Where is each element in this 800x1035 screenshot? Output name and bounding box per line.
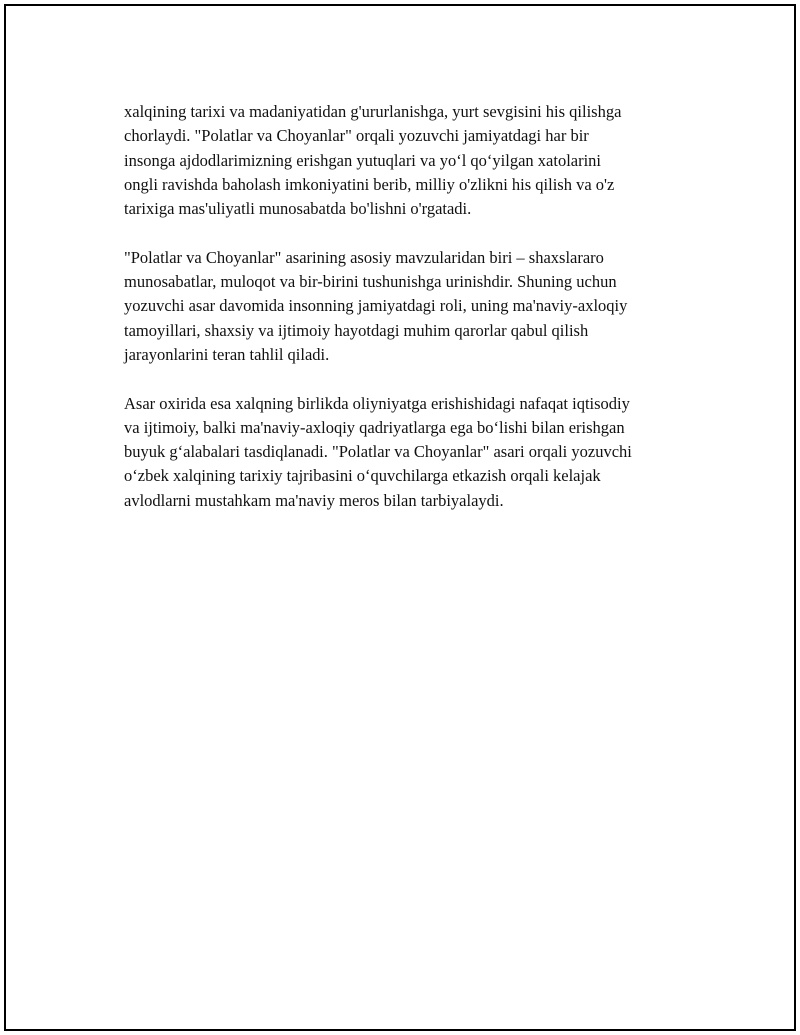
paragraph-line: buyuk g‘alabalari tasdiqlanadi. "Polatlar va Choyanlar" asari orqali yozuvchi [124, 442, 632, 462]
paragraph-1 [124, 100, 704, 221]
page-frame [4, 4, 796, 1031]
paragraph-line: "Polatlar va Choyanlar" asarining asosiy mavzularidan biri – shaxslararo [124, 247, 604, 267]
paragraph-line: yozuvchi asar davomida insonning jamiyatdagi roli, uning ma'naviy-axloqiy [124, 296, 628, 316]
paragraph-line: va ijtimoiy, balki ma'naviy-axloqiy qadriyatlarga ega bo‘lishi bilan erishgan [124, 417, 625, 437]
paragraph-line: jarayonlarini teran tahlil qiladi. [124, 344, 330, 364]
document-body [124, 100, 704, 537]
paragraph-line: ongli ravishda baholash imkoniyatini berib, milliy o'zlikni his qilish va o'z [124, 174, 615, 194]
paragraph-line: Asar oxirida esa xalqning birlikda oliyniyatga erishishidagi nafaqat iqtisodiy [124, 393, 630, 413]
paragraph-line: xalqining tarixi va madaniyatidan g'ururlanishga, yurt sevgisini his qilishga [124, 102, 622, 121]
paragraph-line: tarixiga mas'uliyatli munosabatda bo'lishni o'rgatadi. [124, 199, 472, 219]
paragraph-2 [124, 246, 704, 367]
paragraph-line: avlodlarni mustahkam ma'naviy meros bilan tarbiyalaydi. [124, 490, 504, 510]
paragraph-line: o‘zbek xalqining tarixiy tajribasini o‘quvchilarga etkazish orqali kelajak [124, 466, 601, 486]
paragraph-3 [124, 392, 704, 513]
paragraph-line: tamoyillari, shaxsiy va ijtimoiy hayotdagi muhim qarorlar qabul qilish [124, 320, 589, 340]
paragraph-line: munosabatlar, muloqot va bir-birini tushunishga urinishdir. Shuning uchun [124, 272, 617, 292]
paragraph-line: chorlaydi. "Polatlar va Choyanlar" orqali yozuvchi jamiyatdagi har bir [124, 126, 589, 146]
paragraph-line: insonga ajdodlarimizning erishgan yutuqlari va yo‘l qo‘yilgan xatolarini [124, 150, 602, 170]
